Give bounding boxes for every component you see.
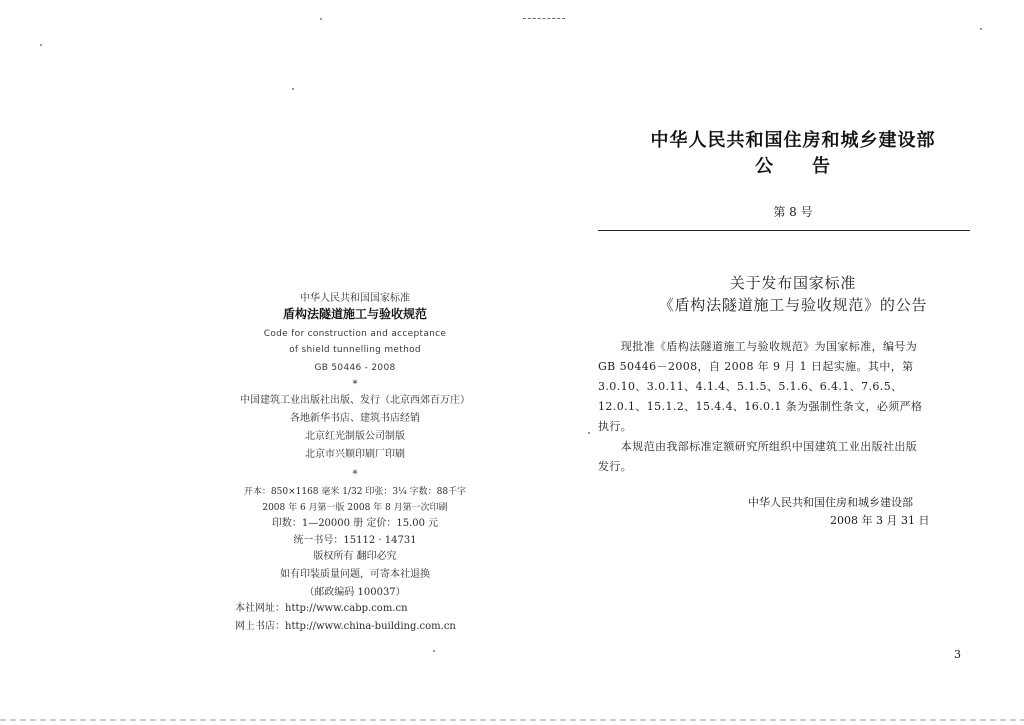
colophon-edition: 2008 年 6 月第一版 2008 年 8 月第一次印刷 xyxy=(262,503,448,513)
heading-rule xyxy=(598,230,970,231)
colophon-website: 本社网址：http://www.cabp.com.cn xyxy=(235,603,408,614)
body-line: 3.0.10、3.0.11、4.1.4、5.1.5、5.1.6、6.4.1、7.6.5、 xyxy=(598,380,903,393)
colophon-title-en-1: Code for construction and acceptance xyxy=(263,329,447,339)
ministry-heading: 中华人民共和国住房和城乡建设部 xyxy=(650,130,936,151)
colophon-publisher: 中国建筑工业出版社出版、发行（北京西郊百万庄） xyxy=(240,395,470,406)
body-line: GB 50446－2008，自 2008 年 9 月 1 日起实施。其中，第 xyxy=(598,360,914,373)
scan-speck xyxy=(433,650,435,652)
colophon-postcode: （邮政编码 100037） xyxy=(304,587,406,598)
colophon-separator: * xyxy=(352,379,358,390)
body-line: 现批准《盾构法隧道施工与验收规范》为国家标准，编号为 xyxy=(598,340,918,353)
body-line: 本规范由我部标准定额研究所组织中国建筑工业出版社出版 xyxy=(598,440,918,453)
scan-speck xyxy=(588,432,590,434)
colophon-separator-2: * xyxy=(352,469,358,480)
scan-speck xyxy=(320,18,322,20)
body-line: 执行。 xyxy=(598,420,633,433)
scan-speck xyxy=(980,28,982,30)
colophon-standard-code: GB 50446 - 2008 xyxy=(314,363,396,373)
colophon-format: 开本：850×1168 毫米 1/32 印张：3¼ 字数：88千字 xyxy=(243,487,467,497)
announcement-page xyxy=(598,0,988,725)
colophon-platemaker: 北京红光制版公司制版 xyxy=(305,431,405,442)
scan-speck xyxy=(292,88,294,90)
notice-subtitle-2: 《盾构法隧道施工与验收规范》的公告 xyxy=(658,296,928,314)
colophon-standard-type: 中华人民共和国国家标准 xyxy=(300,293,410,304)
colophon-distributor: 各地新华书店、建筑书店经销 xyxy=(290,413,420,424)
announcement-number: 第 8 号 xyxy=(773,205,813,219)
signature-date: 2008 年 3 月 31 日 xyxy=(830,514,930,527)
colophon-online-store: 网上书店：http://www.china-building.com.cn xyxy=(235,621,456,632)
colophon-print-run: 印数：1—20000 册 定价：15.00 元 xyxy=(271,518,439,529)
colophon-printer: 北京市兴顺印刷厂印刷 xyxy=(305,449,405,460)
scan-edge-mark xyxy=(523,18,565,20)
notice-subtitle-1: 关于发布国家标准 xyxy=(729,274,857,292)
colophon-title-cn: 盾构法隧道施工与验收规范 xyxy=(282,307,427,321)
colophon-copyright: 版权所有 翻印必究 xyxy=(313,551,397,562)
colophon-book-number: 统一书号：15112 · 14731 xyxy=(293,535,417,546)
scan-bottom-edge xyxy=(0,719,1024,721)
signature-ministry: 中华人民共和国住房和城乡建设部 xyxy=(748,496,913,509)
colophon-returns: 如有印装质量问题，可寄本社退换 xyxy=(280,569,430,580)
page-number: 3 xyxy=(954,648,961,661)
scan-speck xyxy=(40,44,42,46)
body-line: 12.0.1、15.1.2、15.4.4、16.0.1 条为强制性条文，必须严格 xyxy=(598,400,923,413)
announcement-heading: 公 告 xyxy=(755,156,831,177)
colophon-title-en-2: of shield tunnelling method xyxy=(289,345,421,355)
body-line: 发行。 xyxy=(598,460,633,473)
